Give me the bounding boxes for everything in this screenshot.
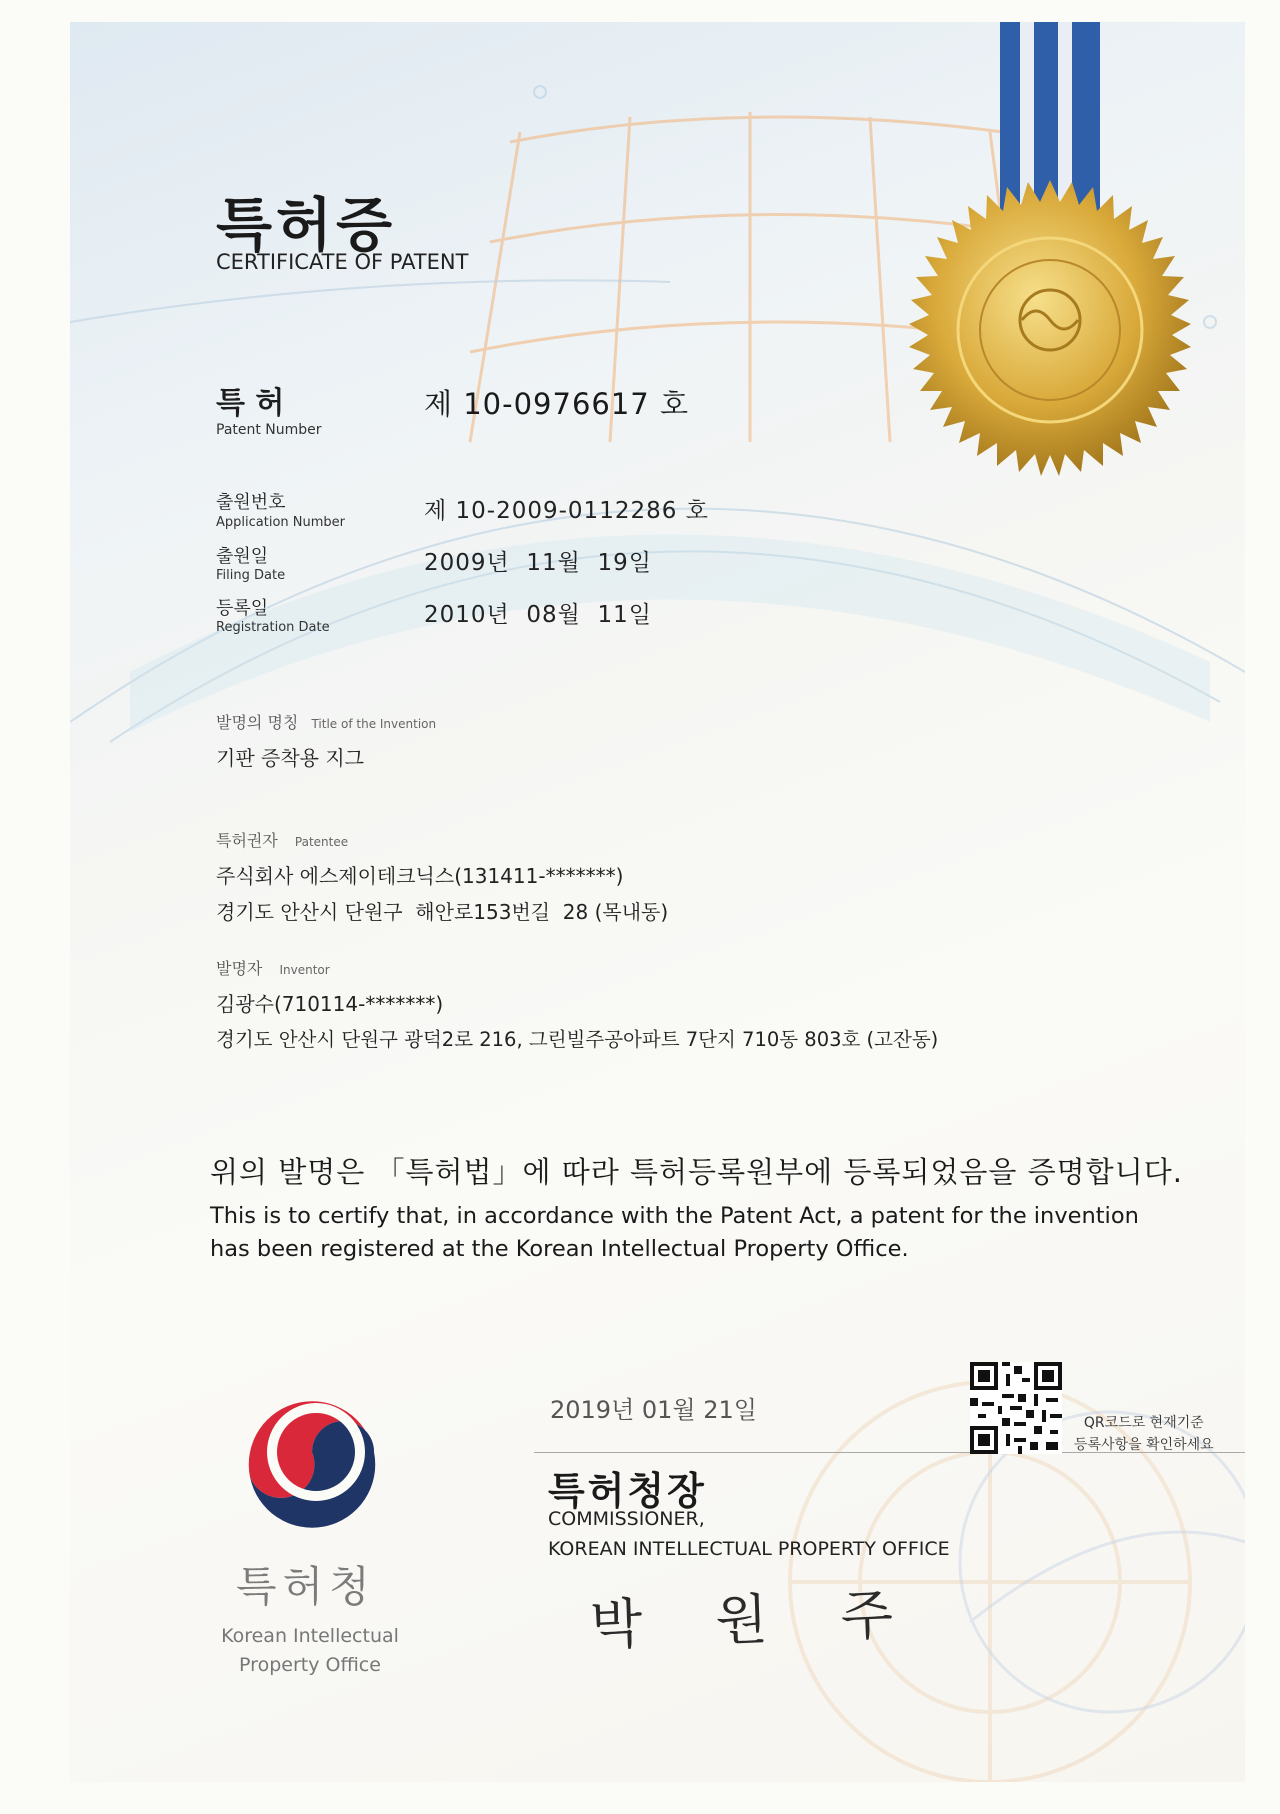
inventor-name: 김광수(710114-*******) [216, 992, 444, 1016]
filing-date-label-en: Filing Date [216, 568, 286, 583]
office-name-en [194, 1622, 426, 1680]
filing-date-label: 출원일 [216, 546, 269, 567]
application-number-label-en: Application Number [216, 515, 345, 530]
inventor-label-en: Inventor [279, 963, 330, 977]
patentee-label: 특허권자 [216, 831, 278, 850]
page-title: 특허증 [216, 191, 397, 259]
commissioner-title-en-line1: COMMISSIONER, [548, 1508, 705, 1530]
qr-code-icon [970, 1362, 1062, 1454]
patent-number-label: 특 허 [216, 386, 285, 421]
patentee-address: 경기도 안산시 단원구 해안로153번길 28 (목내동) [216, 900, 669, 924]
patentee-label-en: Patentee [294, 835, 349, 849]
patentee-name: 주식회사 에스제이테크닉스(131411-*******) [216, 864, 624, 888]
invention-label-en: Title of the Invention [311, 717, 437, 731]
patentee-label-row [216, 828, 348, 851]
patent-number-value: 제 10-0976617 호 [424, 387, 689, 421]
office-name-en-line2: Property Office [239, 1654, 381, 1676]
certification-text-en-line2: has been registered at the Korean Intellectual Property Office. [210, 1236, 909, 1262]
application-number-value: 제 10-2009-0112286 호 [424, 498, 709, 524]
inventor-address: 경기도 안산시 단원구 광덕2로 216, 그린빌주공아파트 7단지 710동 803호 (고잔동) [216, 1028, 939, 1051]
filing-date-value: 2009년 11월 19일 [424, 550, 652, 576]
application-number-label: 출원번호 [216, 492, 286, 513]
office-name-ko: 특허청 [236, 1562, 376, 1611]
patent-number-label-en: Patent Number [216, 422, 322, 438]
commissioner-title: 특허청장 [548, 1469, 707, 1513]
invention-label: 발명의 명칭 [216, 713, 299, 732]
commissioner-title-en-line2: KOREAN INTELLECTUAL PROPERTY OFFICE [548, 1538, 950, 1560]
kipo-logo-icon [236, 1382, 386, 1532]
inventor-label-row [216, 956, 330, 979]
gold-seal-icon [900, 180, 1200, 480]
qr-caption [1074, 1412, 1214, 1456]
certificate-sheet [70, 22, 1245, 1782]
invention-title: 기판 증착용 지그 [216, 746, 364, 770]
page-subtitle: CERTIFICATE OF PATENT [216, 250, 469, 274]
office-name-en-line1: Korean Intellectual [221, 1625, 399, 1647]
issue-date: 2019년 01월 21일 [550, 1396, 757, 1424]
qr-caption-line2: 등록사항을 확인하세요 [1074, 1437, 1214, 1453]
inventor-label: 발명자 [216, 959, 263, 978]
qr-caption-line1: QR코드로 현재기준 [1083, 1415, 1204, 1431]
registration-date-label-en: Registration Date [216, 620, 330, 635]
certification-text-en [210, 1200, 1210, 1266]
certification-text-en-line1: This is to certify that, in accordance with the Patent Act, a patent for the invention [210, 1203, 1139, 1229]
certification-text-ko: 위의 발명은 「특허법」에 따라 특허등록원부에 등록되었음을 증명합니다. [210, 1155, 1183, 1189]
signature: 박 원 주 [589, 1582, 922, 1657]
registration-date-value: 2010년 08월 11일 [424, 602, 652, 628]
invention-label-row [216, 710, 436, 733]
registration-date-label: 등록일 [216, 598, 269, 619]
